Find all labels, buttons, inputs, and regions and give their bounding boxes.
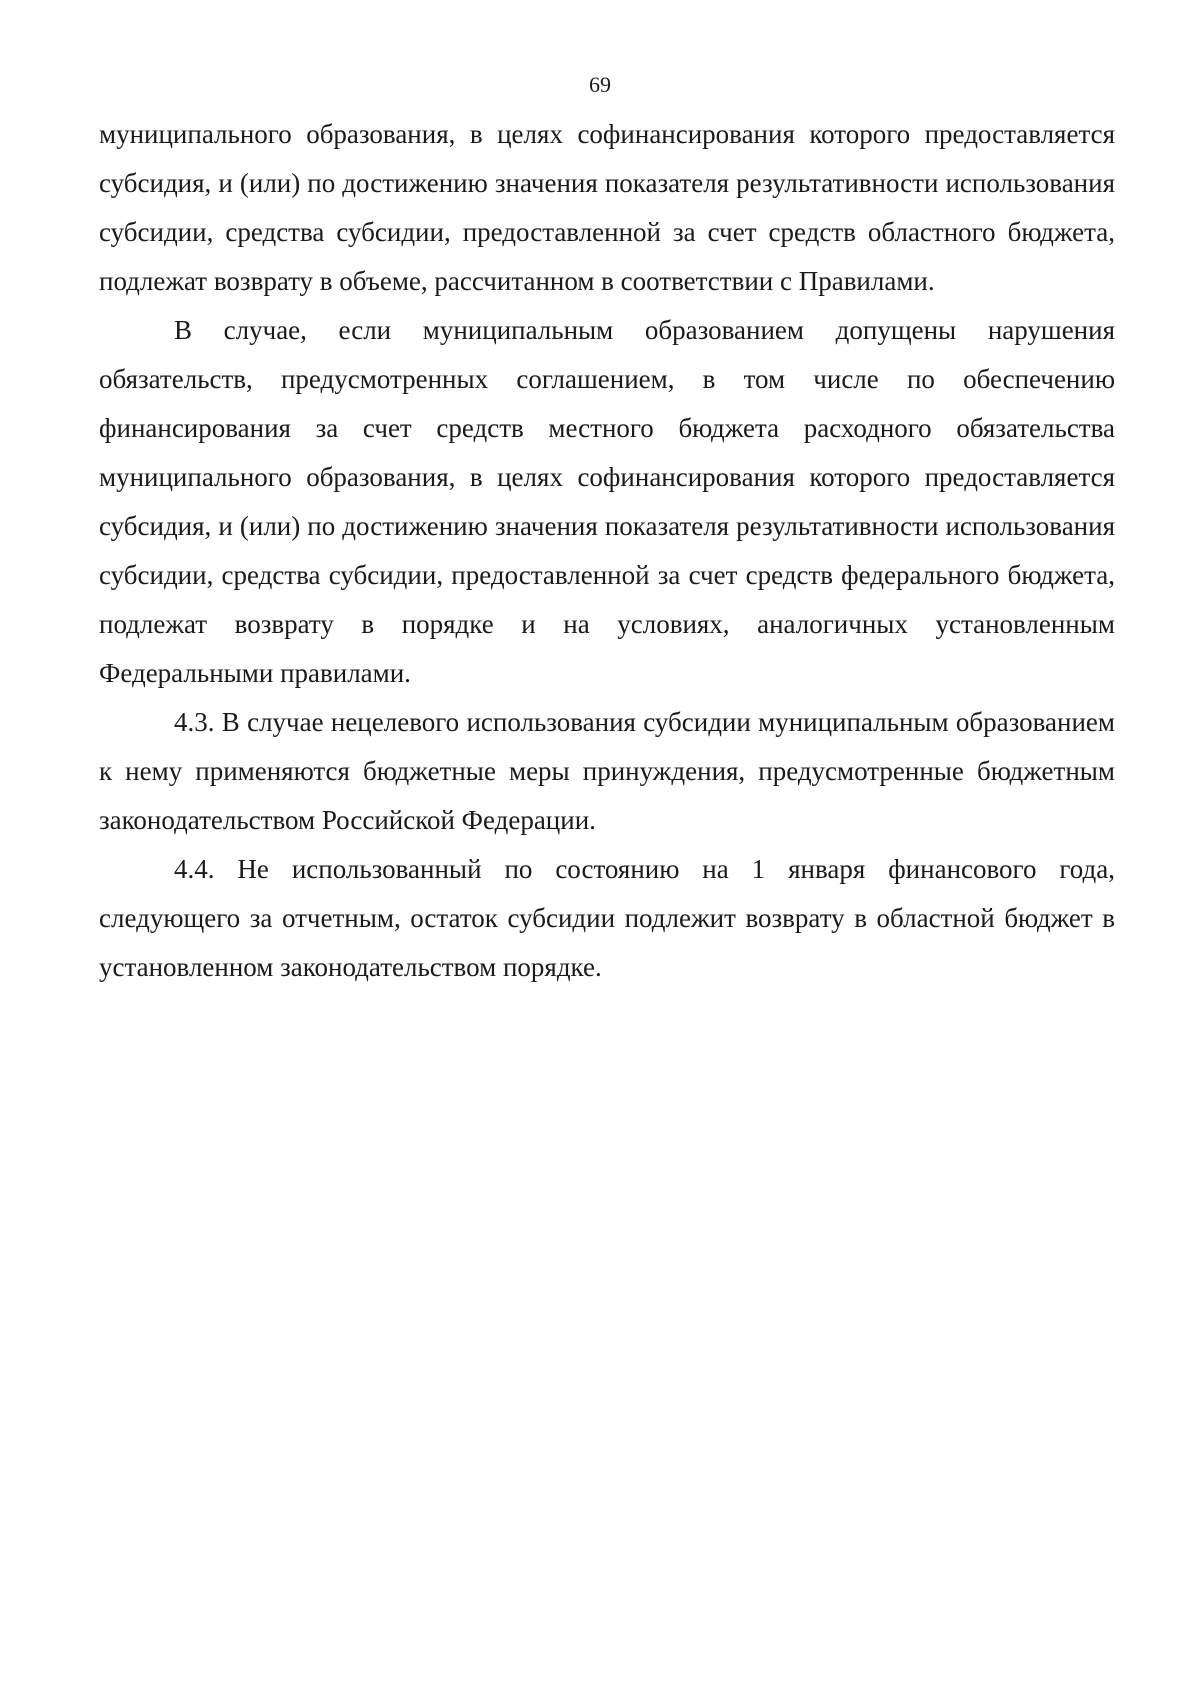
paragraph-federal-budget-refund: В случае, если муниципальным образованием допущены нарушения обязательств, предусмотренных соглашением, в том числе по обеспечению финансирования за счет средств местного бюджета расходного обязательства муниципального образования, в целях софинансирования которого предоставляется субсидия, и (или) по достижению значения показателя результативности использования субсидии, средства субсидии, предоставленной за счет средств федерального бюджета, подлежат возврату в порядке и на условиях, аналогичных установленным Федеральными правилами. xyxy=(99,315,1115,688)
document-body xyxy=(99,110,1115,992)
paragraph-section-4-4: 4.4. Не использованный по состоянию на 1 января финансового года, следующего за отчетным, остаток субсидии подлежит возврату в областной бюджет в установленном законодательством порядке. xyxy=(99,854,1115,982)
paragraph-section-4-3: 4.3. В случае нецелевого использования субсидии муниципальным образованием к нему применяются бюджетные меры принуждения, предусмотренные бюджетным законодательством Российской Федерации. xyxy=(99,707,1115,835)
page-number: 69 xyxy=(589,72,611,97)
paragraph-continuation: муниципального образования, в целях софинансирования которого предоставляется субсидия, и (или) по достижению значения показателя результативности использования субсидии, средства субсидии, предоставленной за счет средств областного бюджета, подлежат возврату в объеме, рассчитанном в соответствии с Правилами. xyxy=(99,119,1115,296)
